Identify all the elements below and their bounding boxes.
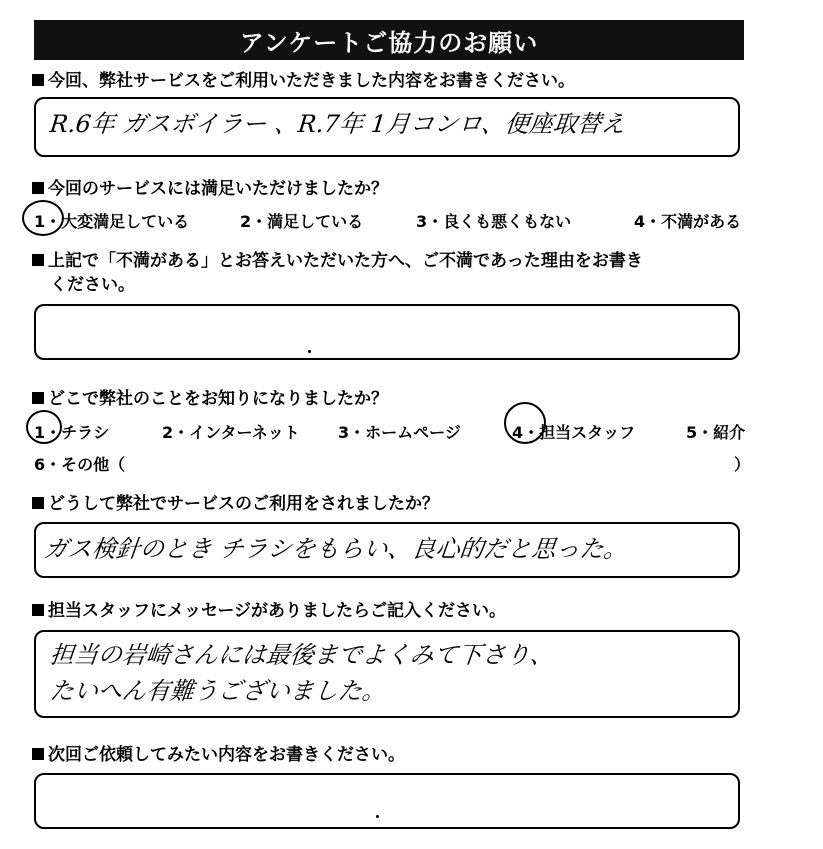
q2-option-2[interactable]: 2・満足している: [240, 212, 364, 231]
q2-option-1[interactable]: 1・大変満足している: [34, 212, 190, 231]
question-1-text: 今回、弊社サービスをご利用いただきました内容をお書きください。: [48, 71, 575, 91]
square-bullet-icon: [32, 604, 44, 616]
selection-circle-icon: [22, 200, 64, 236]
square-bullet-icon: [32, 254, 44, 266]
square-bullet-icon: [32, 182, 44, 194]
stray-mark: [376, 815, 379, 818]
question-5-label: [32, 493, 439, 515]
answer-box-5[interactable]: [34, 522, 740, 578]
q4-option-5[interactable]: 5・紹介: [686, 423, 746, 442]
answer-6-text-line2: たいへん有難うございました。: [48, 677, 388, 705]
answer-box-6[interactable]: [34, 630, 740, 718]
question-4-text: どこで弊社のことをお知りになりましたか？: [48, 389, 388, 409]
q2-option-4[interactable]: 4・不満がある: [634, 212, 742, 231]
question-6-text: 担当スタッフにメッセージがありましたらご記入ください。: [48, 601, 506, 621]
square-bullet-icon: [32, 748, 44, 760]
q4-option-4[interactable]: 4・担当スタッフ: [512, 423, 636, 442]
question-2-label: [32, 178, 388, 200]
question-3-label: [32, 250, 643, 272]
stray-mark: [308, 350, 311, 353]
selection-circle-icon: [26, 410, 62, 444]
answer-1-text: R.6年 ガスボイラー 、R.7年 1月コンロ、便座取替え: [48, 110, 627, 138]
q4-option-1[interactable]: 1・チラシ: [34, 423, 110, 442]
selection-circle-icon: [504, 402, 546, 444]
question-7-text: 次回ご依頼してみたい内容をお書きください。: [48, 745, 405, 765]
answer-6-text-line1: 担当の岩崎さんには最後までよくみて下さり、: [48, 641, 556, 669]
question-2-text: 今回のサービスには満足いただけましたか？: [48, 179, 388, 199]
q4-option-6-close: ）: [734, 455, 751, 474]
question-7-label: [32, 744, 405, 766]
survey-title: アンケートご協力のお願い: [34, 20, 744, 60]
question-3-label-line2: ください。: [50, 275, 135, 295]
answer-5-text: ガス検針のとき チラシをもらい、良心的だと思った。: [42, 535, 630, 563]
q4-option-6[interactable]: 6・その他（: [34, 455, 126, 474]
question-1-label: [32, 70, 575, 92]
q4-option-3[interactable]: 3・ホームページ: [338, 423, 461, 442]
answer-box-7[interactable]: [34, 773, 740, 829]
q2-option-3[interactable]: 3・良くも悪くもない: [416, 212, 572, 231]
question-5-text: どうして弊社でサービスのご利用をされましたか？: [48, 494, 439, 514]
question-6-label: [32, 600, 506, 622]
square-bullet-icon: [32, 74, 44, 86]
square-bullet-icon: [32, 497, 44, 509]
answer-box-1[interactable]: [34, 97, 740, 157]
question-3-text-line1: 上記で「不満がある」とお答えいただいた方へ、ご不満であった理由をお書き: [48, 251, 643, 271]
question-4-label: [32, 388, 388, 410]
square-bullet-icon: [32, 392, 44, 404]
answer-box-3[interactable]: [34, 304, 740, 360]
q4-option-2[interactable]: 2・インターネット: [162, 423, 300, 442]
